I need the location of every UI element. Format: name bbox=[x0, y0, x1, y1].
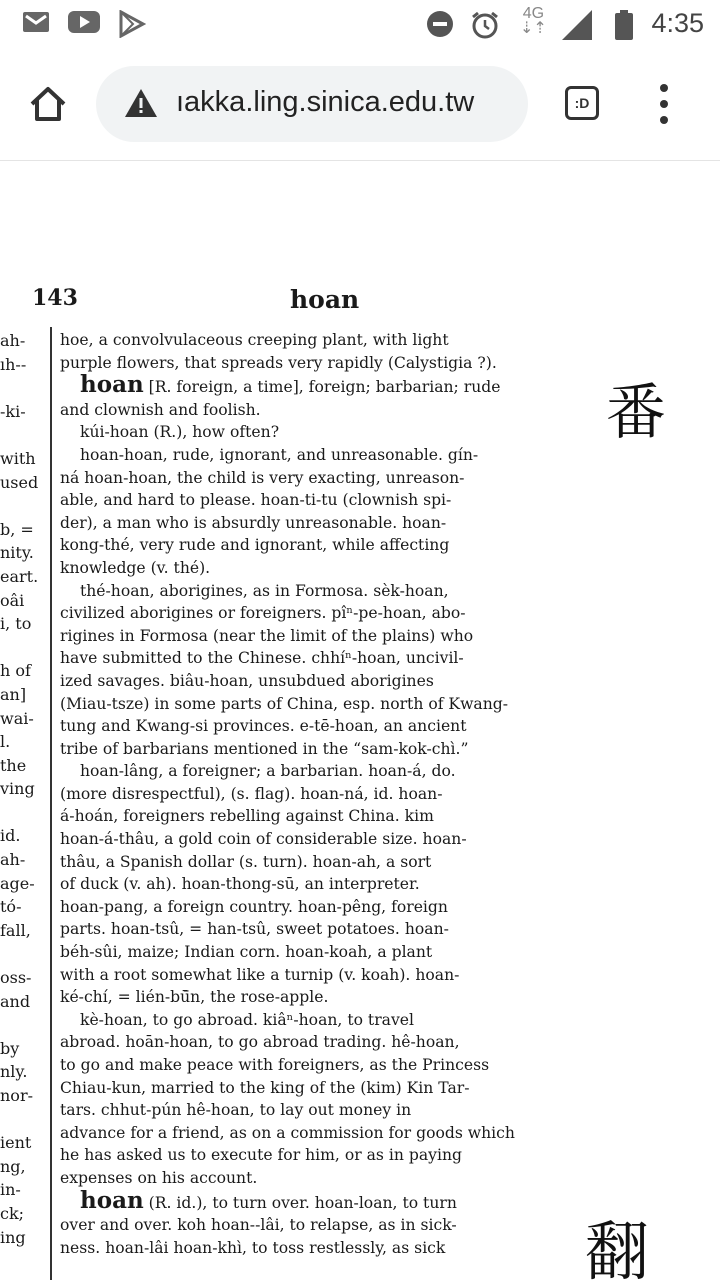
left-fragment: ah- bbox=[0, 850, 26, 870]
left-column-fragment bbox=[0, 329, 42, 1249]
status-bar bbox=[0, 0, 720, 48]
text-line bbox=[60, 647, 585, 670]
left-fragment: nity. bbox=[0, 543, 34, 563]
line-text: rigines in Formosa (near the limit of the plains) who bbox=[60, 626, 474, 645]
text-line bbox=[60, 534, 585, 557]
warning-icon[interactable] bbox=[124, 88, 158, 123]
page-number: 143 bbox=[32, 285, 78, 311]
left-fragment: ng, bbox=[0, 1156, 26, 1176]
clock: 4:35 bbox=[651, 8, 704, 38]
text-line bbox=[60, 1122, 585, 1145]
line-text: kè-hoan, to go abroad. kiâⁿ-hoan, to travel bbox=[80, 1010, 414, 1029]
dictionary-column bbox=[60, 329, 585, 1259]
line-text: able, and hard to please. hoan-ti-tu (clownish spi- bbox=[60, 491, 452, 510]
text-line bbox=[60, 873, 585, 896]
text-line bbox=[60, 670, 585, 693]
text-line bbox=[60, 918, 585, 941]
line-text: advance for a friend, as on a commission for goods which bbox=[60, 1123, 515, 1142]
left-fragment bbox=[0, 494, 42, 518]
youtube-icon bbox=[68, 10, 100, 39]
line-text: hoan-pang, a foreign country. hoan-pêng, foreign bbox=[60, 897, 448, 916]
column-divider bbox=[50, 327, 52, 1280]
left-fragment: eart. bbox=[0, 566, 39, 586]
text-line bbox=[60, 399, 585, 422]
line-text: with a root somewhat like a turnip (v. koah). hoan- bbox=[60, 965, 460, 984]
line-text: ké-chí, = lién-bū̄n, the rose-apple. bbox=[60, 988, 329, 1007]
text-line bbox=[60, 738, 585, 761]
line-text: tars. chhut-pún hê-hoan, to lay out money in bbox=[60, 1101, 412, 1120]
line-text: á-hoán, foreigners rebelling against China. kim bbox=[60, 807, 434, 826]
left-fragment: -ki- bbox=[0, 401, 26, 421]
line-text: thé-hoan, aborigines, as in Formosa. sèk-hoan, bbox=[80, 581, 449, 600]
text-line bbox=[60, 557, 585, 580]
line-text: Chiau-kun, married to the king of the (kim) Kin Tar- bbox=[60, 1078, 470, 1097]
dnd-icon bbox=[426, 10, 454, 43]
line-text: parts. hoan-tsû, = han-tsû, sweet potatoes. hoan- bbox=[60, 920, 449, 939]
tab-switcher-button[interactable]: :D bbox=[565, 86, 599, 120]
line-text: der), a man who is absurdly unreasonable. hoan- bbox=[60, 513, 447, 532]
text-line bbox=[60, 1077, 585, 1100]
margin-character-1: 番 bbox=[606, 378, 666, 448]
line-text: he has asked us to execute for him, or as in paying bbox=[60, 1146, 462, 1165]
text-line bbox=[60, 1099, 585, 1122]
text-line bbox=[60, 371, 585, 399]
left-fragment: tó- bbox=[0, 897, 22, 917]
left-fragment: by bbox=[0, 1038, 20, 1058]
line-text: expenses on his account. bbox=[60, 1168, 258, 1187]
text-line bbox=[60, 760, 585, 783]
line-text: hoan-á-thâu, a gold coin of considerable size. hoan- bbox=[60, 830, 467, 849]
left-fragment bbox=[0, 376, 42, 400]
line-text: civilized aborigines or foreigners. pîⁿ-pe-hoan, abo- bbox=[60, 604, 466, 623]
line-text: have submitted to the Chinese. chhíⁿ-hoan, uncivil- bbox=[60, 649, 464, 668]
line-text: tung and Kwang-si provinces. e-tē-hoan, an ancient bbox=[60, 717, 467, 736]
line-text: hoe, a convolvulaceous creeping plant, with light bbox=[60, 331, 449, 349]
left-fragment: used bbox=[0, 472, 39, 492]
page-content bbox=[0, 161, 720, 1280]
text-line bbox=[60, 444, 585, 467]
left-fragment: ıh-- bbox=[0, 354, 27, 374]
line-text: thâu, a Spanish dollar (s. turn). hoan-ah, a sort bbox=[60, 852, 432, 871]
left-fragment: the bbox=[0, 755, 27, 775]
line-text: hoan-hoan, rude, ignorant, and unreasonable. gín- bbox=[80, 445, 479, 464]
headword: hoan bbox=[80, 1186, 144, 1214]
left-fragment: wai- bbox=[0, 708, 34, 728]
text-line bbox=[60, 783, 585, 806]
left-fragment: id. bbox=[0, 826, 21, 846]
left-fragment: i, to bbox=[0, 614, 32, 634]
line-text: abroad. hoān-hoan, to go abroad trading. hê-hoan, bbox=[60, 1033, 460, 1052]
text-line bbox=[60, 467, 585, 490]
line-text: over and over. koh hoan--lâi, to relapse, as in sick- bbox=[60, 1216, 457, 1235]
margin-character-2: 翻 bbox=[585, 1216, 649, 1280]
line-text: of duck (v. ah). hoan-thong-sū, an interpreter. bbox=[60, 875, 420, 894]
left-fragment bbox=[0, 423, 42, 447]
left-fragment: ving bbox=[0, 779, 35, 799]
line-text: knowledge (v. thé). bbox=[60, 558, 211, 577]
address-bar[interactable] bbox=[96, 66, 528, 142]
text-line bbox=[60, 896, 585, 919]
browser-toolbar bbox=[0, 48, 720, 161]
line-text: hoan-lâng, a foreigner; a barbarian. hoan-á, do. bbox=[80, 762, 456, 781]
line-text: (Miau-tsze) in some parts of China, esp. north of Kwang- bbox=[60, 694, 509, 713]
line-text: to go and make peace with foreigners, as the Princess bbox=[60, 1056, 490, 1074]
left-fragment: fall, bbox=[0, 920, 31, 940]
left-fragment: in- bbox=[0, 1180, 21, 1200]
line-text: ized savages. biâu-hoan, unsubdued aborigines bbox=[60, 671, 434, 690]
text-line bbox=[60, 1186, 585, 1215]
left-fragment: oss- bbox=[0, 968, 32, 988]
alarm-icon bbox=[470, 10, 500, 45]
text-line bbox=[60, 580, 585, 603]
left-fragment bbox=[0, 636, 42, 660]
left-fragment bbox=[0, 1013, 42, 1037]
left-fragment: l. bbox=[0, 732, 11, 752]
left-fragment: with bbox=[0, 448, 36, 468]
text-line bbox=[60, 1144, 585, 1167]
text-line bbox=[60, 1009, 585, 1032]
text-line bbox=[60, 964, 585, 987]
left-fragment: h of bbox=[0, 661, 31, 681]
left-fragment: ient bbox=[0, 1133, 32, 1153]
home-icon bbox=[26, 82, 70, 126]
left-fragment bbox=[0, 942, 42, 966]
signal-icon bbox=[560, 10, 594, 45]
text-line bbox=[60, 512, 585, 535]
text-line bbox=[60, 421, 585, 444]
text-line bbox=[60, 693, 585, 716]
overflow-menu-button[interactable] bbox=[650, 82, 678, 126]
left-fragment: an] bbox=[0, 684, 27, 704]
left-fragment bbox=[0, 801, 42, 825]
line-text: [R. foreign, a time], foreign; barbarian; rude bbox=[143, 378, 501, 397]
line-text: béh-sûi, maize; Indian corn. hoan-koah, a plant bbox=[60, 943, 433, 962]
text-line bbox=[60, 1054, 585, 1077]
line-text: ná hoan-hoan, the child is very exacting, unreason- bbox=[60, 468, 465, 487]
text-line bbox=[60, 625, 585, 648]
network-type: 4G ⇣⇡ bbox=[520, 5, 547, 37]
text-line bbox=[60, 715, 585, 738]
text-line bbox=[60, 828, 585, 851]
url-text[interactable]: ıakka.ling.sinica.edu.tw bbox=[176, 86, 475, 118]
line-text: tribe of barbarians mentioned in the “sam-kok-chì.” bbox=[60, 739, 469, 758]
line-text: kong-thé, very rude and ignorant, while affecting bbox=[60, 536, 450, 555]
play-store-icon bbox=[118, 10, 146, 43]
line-text: and clownish and foolish. bbox=[60, 400, 261, 419]
line-text: (R. id.), to turn over. hoan-loan, to turn bbox=[143, 1193, 457, 1212]
left-fragment: and bbox=[0, 991, 31, 1011]
left-fragment bbox=[0, 1108, 42, 1132]
text-line bbox=[60, 1031, 585, 1054]
gmail-icon bbox=[22, 10, 50, 39]
running-head: hoan bbox=[290, 285, 360, 314]
text-line bbox=[60, 602, 585, 625]
line-text: (more disrespectful), (s. flag). hoan-ná, id. hoan- bbox=[60, 784, 443, 803]
text-line bbox=[60, 941, 585, 964]
text-line bbox=[60, 329, 585, 352]
text-line bbox=[60, 805, 585, 828]
left-fragment: nly. bbox=[0, 1062, 28, 1082]
text-line bbox=[60, 986, 585, 1009]
left-fragment: age- bbox=[0, 873, 35, 893]
left-fragment: ck; bbox=[0, 1203, 25, 1223]
battery-icon bbox=[614, 10, 634, 45]
left-fragment: ah- bbox=[0, 331, 26, 350]
text-line bbox=[60, 489, 585, 512]
line-text: purple flowers, that spreads very rapidly (Calystigia ?). bbox=[60, 353, 497, 372]
home-button[interactable] bbox=[26, 82, 70, 126]
left-fragment: b, = bbox=[0, 519, 34, 539]
line-text: kúi-hoan (R.), how often? bbox=[80, 423, 280, 442]
line-text: ness. hoan-lâi hoan-khì, to toss restlessly, as sick bbox=[60, 1238, 446, 1257]
text-line bbox=[60, 1237, 585, 1260]
left-fragment: nor- bbox=[0, 1086, 33, 1105]
left-fragment: ing bbox=[0, 1227, 26, 1247]
text-line bbox=[60, 851, 585, 874]
text-line bbox=[60, 1214, 585, 1237]
headword: hoan bbox=[80, 371, 144, 399]
left-fragment: oâi bbox=[0, 590, 25, 610]
